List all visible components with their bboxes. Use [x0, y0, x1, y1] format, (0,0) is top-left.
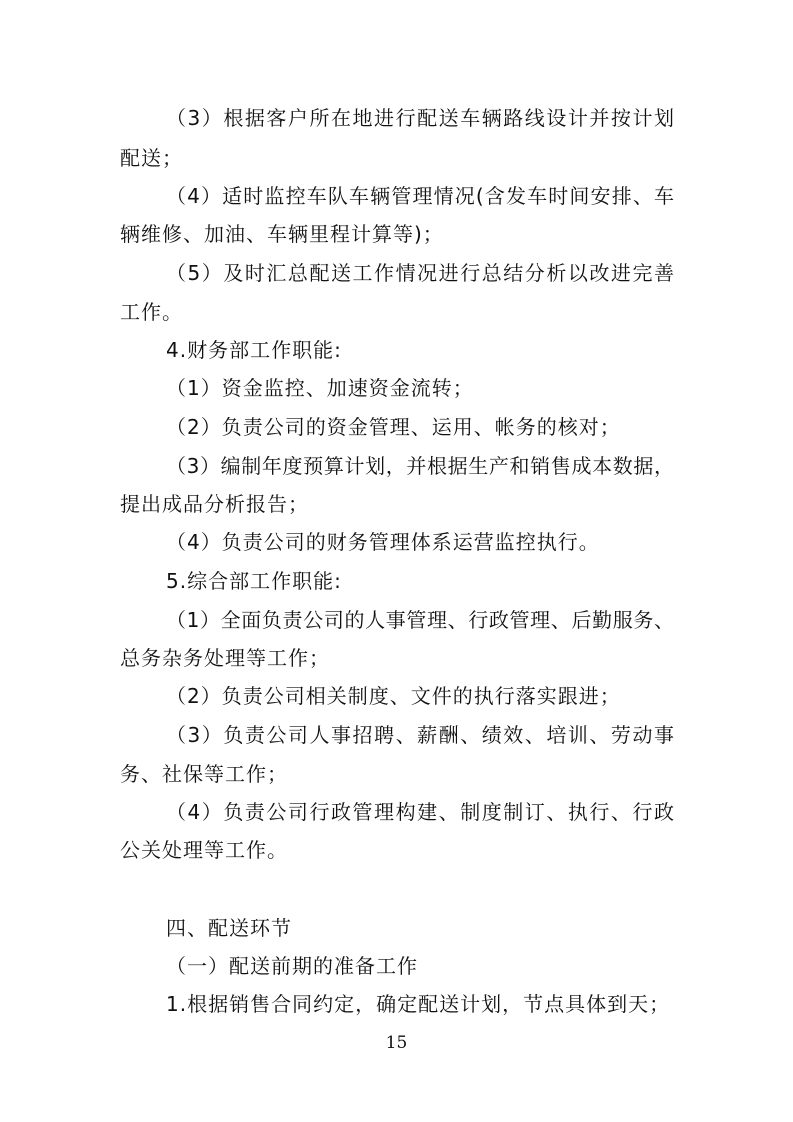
- text-line: 提出成品分析报告；: [120, 492, 309, 516]
- section-heading: 4.财务部工作职能:: [166, 338, 342, 362]
- text-line: 务、社保等工作；: [120, 762, 288, 786]
- text-line: 1.根据销售合同约定，确定配送计划，节点具体到天；: [166, 992, 671, 1016]
- page-number: 15: [385, 1033, 408, 1053]
- text-line: 总务杂务处理等工作；: [120, 646, 330, 670]
- text-line: （2）负责公司相关制度、文件的执行落实跟进；: [166, 684, 621, 708]
- text-line: （4）负责公司的财务管理体系运营监控执行。: [166, 530, 600, 554]
- text-line: （2）负责公司的资金管理、运用、帐务的核对；: [166, 415, 621, 439]
- text-line: （1）资金监控、加速资金流转；: [166, 376, 474, 400]
- text-line: （4）适时监控车队车辆管理情况(含发车时间安排、车: [166, 184, 674, 208]
- section-heading: 5.综合部工作职能:: [166, 569, 342, 593]
- text-line: （1）全面负责公司的人事管理、行政管理、后勤服务、: [166, 608, 674, 632]
- text-line: 辆维修、加油、车辆里程计算等)；: [120, 222, 444, 246]
- chapter-heading: 四、配送环节: [166, 916, 292, 940]
- subsection-heading: （一）配送前期的准备工作: [166, 954, 418, 978]
- text-line: （4）负责公司行政管理构建、制度制订、执行、行政: [166, 800, 674, 824]
- text-line: 公关处理等工作。: [120, 838, 288, 862]
- text-line: （3）编制年度预算计划，并根据生产和销售成本数据，: [166, 454, 674, 478]
- text-line: （5）及时汇总配送工作情况进行总结分析以改进完善: [166, 261, 674, 285]
- text-line: （3）负责公司人事招聘、薪酬、绩效、培训、劳动事: [166, 723, 674, 747]
- text-line: 配送；: [120, 146, 183, 170]
- text-line: （3）根据客户所在地进行配送车辆路线设计并按计划: [166, 106, 674, 130]
- text-line: 工作。: [120, 300, 183, 324]
